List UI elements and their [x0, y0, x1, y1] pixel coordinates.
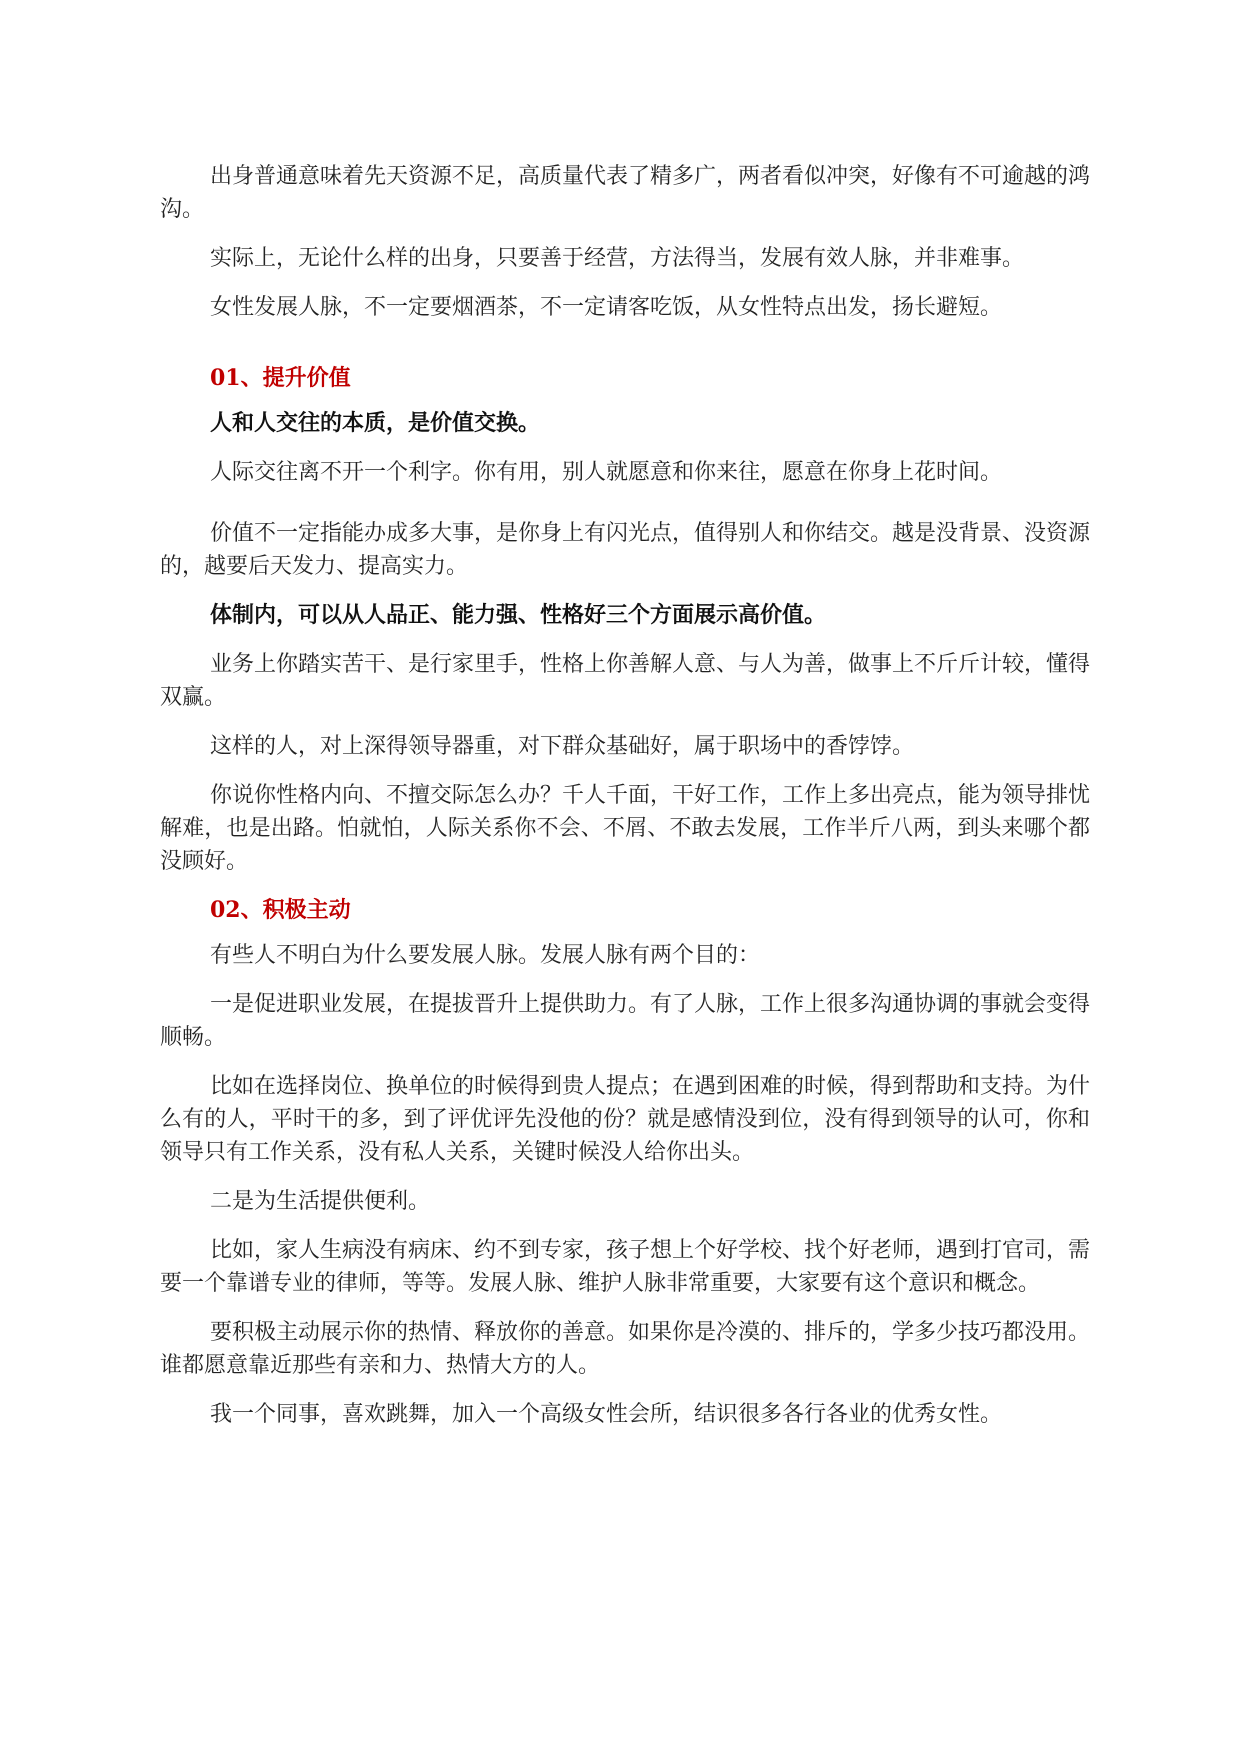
article-body [160, 160, 1090, 1447]
bold-statement: 体制内，可以从人品正、能力强、性格好三个方面展示高价值。 [210, 602, 827, 628]
paragraph: 二是为生活提供便利。 [210, 1189, 431, 1214]
paragraph: 比如，家人生病没有病床、约不到专家，孩子想上个好学校、找个好老师，遇到打官司，需要一个靠谱专业的律师，等等。发展人脉、维护人脉非常重要，大家要有这个意识和概念。 [160, 1238, 1091, 1296]
paragraph: 价值不一定指能办成多大事，是你身上有闪光点，值得别人和你结交。越是没背景、没资源的，越要后天发力、提高实力。 [160, 521, 1091, 579]
paragraph: 人际交往离不开一个利字。你有用，别人就愿意和你来往，愿意在你身上花时间。 [210, 460, 1003, 485]
paragraph: 我一个同事，喜欢跳舞，加入一个高级女性会所，结识很多各行各业的优秀女性。 [210, 1402, 1003, 1427]
paragraph: 业务上你踏实苦干、是行家里手，性格上你善解人意、与人为善，做事上不斤斤计较，懂得双赢。 [160, 652, 1091, 710]
paragraph: 要积极主动展示你的热情、释放你的善意。如果你是冷漠的、排斥的，学多少技巧都没用。谁都愿意靠近那些有亲和力、热情大方的人。 [160, 1320, 1091, 1378]
paragraph: 有些人不明白为什么要发展人脉。发展人脉有两个目的： [210, 943, 761, 968]
section-heading-1: 01、提升价值 [210, 365, 351, 391]
paragraph: 你说你性格内向、不擅交际怎么办？千人千面，干好工作，工作上多出亮点，能为领导排忧解难，也是出路。怕就怕，人际关系你不会、不屑、不敢去发展，工作半斤八两，到头来哪个都没顾好。 [160, 783, 1091, 874]
paragraph: 这样的人，对上深得领导器重，对下群众基础好，属于职场中的香饽饽。 [210, 734, 915, 759]
bold-statement: 人和人交往的本质，是价值交换。 [210, 410, 541, 436]
paragraph: 出身普通意味着先天资源不足，高质量代表了精多广，两者看似冲突，好像有不可逾越的鸿沟。 [160, 164, 1091, 222]
paragraph: 实际上，无论什么样的出身，只要善于经营，方法得当，发展有效人脉，并非难事。 [210, 246, 1025, 271]
paragraph: 女性发展人脉，不一定要烟酒茶，不一定请客吃饭，从女性特点出发，扬长避短。 [210, 295, 1003, 320]
paragraph: 比如在选择岗位、换单位的时候得到贵人提点；在遇到困难的时候，得到帮助和支持。为什么有的人，平时干的多，到了评优评先没他的份？就是感情没到位，没有得到领导的认可，你和领导只有工作关系，没有私人关系，关键时候没人给你出头。 [160, 1074, 1091, 1165]
section-heading-2: 02、积极主动 [210, 897, 351, 923]
paragraph: 一是促进职业发展，在提拔晋升上提供助力。有了人脉，工作上很多沟通协调的事就会变得顺畅。 [160, 992, 1091, 1050]
